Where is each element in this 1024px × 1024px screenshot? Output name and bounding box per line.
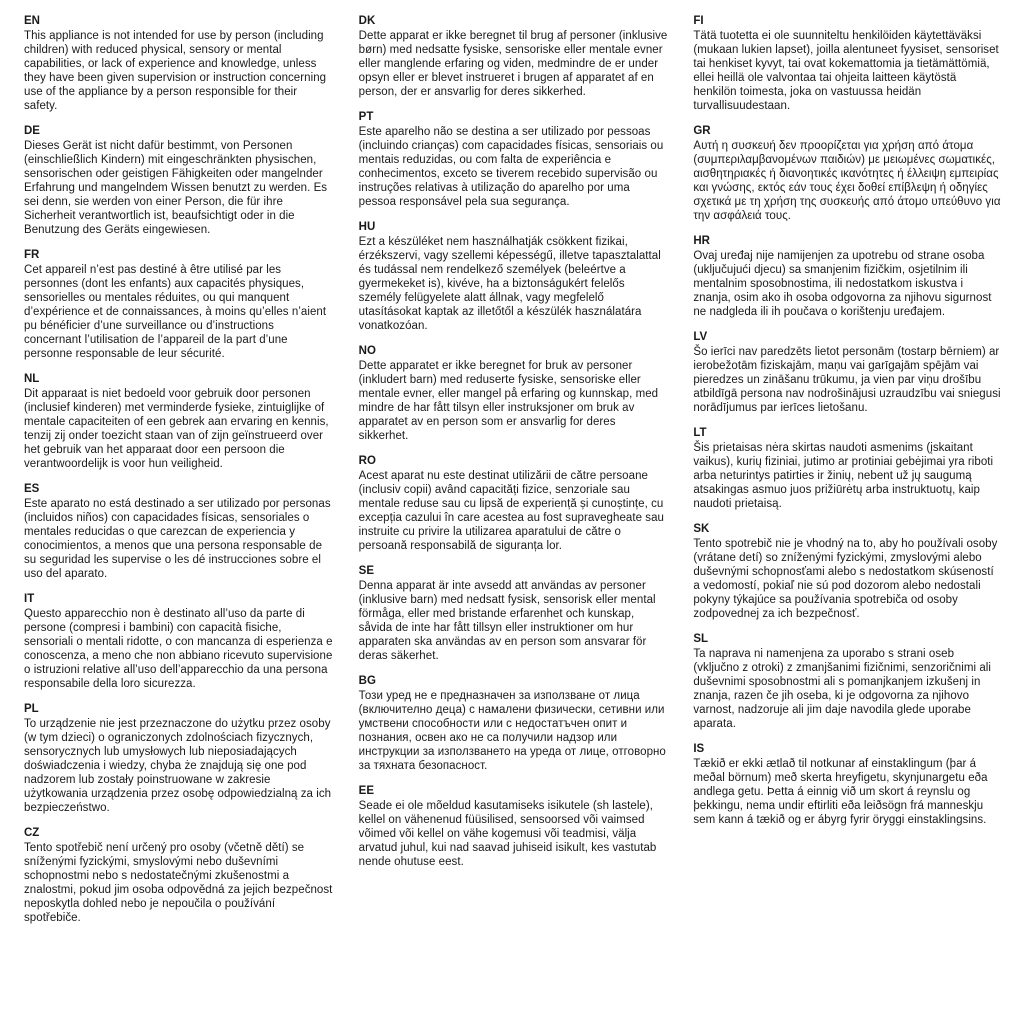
column-3 [693, 14, 1002, 936]
language-section [359, 220, 668, 333]
language-code-label: GR [693, 125, 711, 137]
language-section [24, 592, 333, 691]
language-code-label: RO [358, 455, 376, 467]
language-section [24, 372, 333, 471]
language-notice-text: Tätä tuotetta ei ole suunniteltu henkilöiden käytettäväksi (mukaan lukien lapset), joilla alentuneet fyysiset, sensoriset tai henkiset kyvyt, tai ovat kokemattomia ja tietämättömiä, ellei heillä ole valvontaa tai ohjeita laitteen käytöstä henkilön toimesta, joka on vastuussa heidän turvallisuudestaan. [693, 30, 999, 112]
language-code-label: PT [358, 111, 374, 123]
language-section [359, 454, 668, 553]
language-notice-text: Dit apparaat is niet bedoeld voor gebruik door personen (inclusief kinderen) met verminderde fysieke, zintuiglijke of mentale capaciteiten of een gebrek aan ervaring en kennis, tenzij zij onder toezicht staan van of zijn geïnstrueerd over het gebruik van het apparaat door een persoon die verantwoordelijk is voor hun veiligheid. [24, 388, 329, 470]
language-code-label: CZ [24, 827, 40, 839]
language-notice-text: Šo ierīci nav paredzēts lietot personām (tostarp bērniem) ar ierobežotām fiziskajām, maņu vai garīgajām spējām vai pieredzes un zināšanu trūkumu, ja vien par viņu drošību atbildīgā persona nav nodrošinājusi uzraudzību vai sniegusi norādījumus par ierīces lietošanu. [693, 346, 1001, 414]
language-notice-text: Este aparelho não se destina a ser utilizado por pessoas (incluindo crianças) com capacidades físicas, sensoriais ou mentais reduzidas, ou com falta de experiência e conhecimentos, exceto se tiverem recebido supervisão ou instruções relativas à utilização do aparelho por uma pessoa responsável pela sua segurança. [358, 126, 664, 208]
language-code-label: EE [358, 785, 375, 797]
language-section [693, 14, 1002, 113]
language-notice-text: Acest aparat nu este destinat utilizării de către persoane (inclusiv copii) având capacități fizice, senzoriale sau mentale reduse sau cu lipsă de experiență și cunoștințe, cu excepția cazului în care acestea au fost supravegheate sau instruite cu privire la utilizarea aparatului de către o persoană responsabilă de siguranța lor. [358, 470, 664, 552]
language-section [359, 564, 668, 663]
language-code-label: IS [693, 743, 705, 755]
language-code-label: DK [358, 15, 376, 27]
language-notice-text: Ezt a készüléket nem használhatják csökkent fizikai, érzékszervi, vagy szellemi képességű, illetve tapasztalattal és tudással nem rendelkező személyek (beleértve a gyermekeket is), kivéve, ha a biztonságukért felelős személy felügyelete alatt állnak, vagy megfelelő utasításokat kaptak az illetőtől a készülék használatára vonatkozóan. [358, 236, 661, 332]
language-section [693, 234, 1002, 319]
language-notice-text: Tento spotřebič není určený pro osoby (včetně dětí) se sníženými fyzickými, smyslovými nebo duševními schopnostmi nebo s nedostatečnými zkušenostmi a znalostmi, pokud jim osoba odpovědná za jejich bezpečnost neposkytla dohled nebo je nepoučila o používání spotřebiče. [24, 842, 333, 924]
language-code-label: HU [358, 221, 376, 233]
language-notice-text: To urządzenie nie jest przeznaczone do użytku przez osoby (w tym dzieci) o ograniczonych zdolnościach fizycznych, sensorycznych lub umysłowych lub nieposiadających doświadczenia i wiedzy, chyba że znajdują się one pod nadzorem lub zostały poinstruowane w zakresie użytkowania urządzenia przez osobę odpowiedzialną za ich bezpieczeństwo. [24, 718, 332, 814]
language-notice-text: Este aparato no está destinado a ser utilizado por personas (incluidos niños) con capacidades físicas, sensoriales o mentales reducidas o que carezcan de experiencia y conocimientos, a menos que una persona responsable de su seguridad les supervise o les dé instrucciones sobre el uso del aparato. [24, 498, 331, 580]
language-section [24, 482, 333, 581]
language-notice-text: Αυτή η συσκευή δεν προορίζεται για χρήση από άτομα (συμπεριλαμβανομένων παιδιών) με μειωμένες σωματικές, αισθητηριακές ή διανοητικές ικανότητες ή έλλειψη εμπειρίας και γνώσης, εκτός εάν τους έχει δοθεί επίβλεψη ή οδηγίες σχετικά με τη χρήση της συσκευής από άτομο υπεύθυνο για την ασφάλειά τους. [693, 140, 1001, 222]
language-code-label: LT [693, 427, 707, 439]
language-section [693, 426, 1002, 511]
language-code-label: BG [358, 675, 376, 687]
language-code-label: EN [24, 15, 40, 27]
language-code-label: NL [24, 373, 40, 385]
language-section [24, 248, 333, 361]
language-notice-text: Tento spotrebič nie je vhodný na to, aby ho používali osoby (vrátane detí) so zníženými fyzickými, zmyslovými alebo duševnými schopnosťami alebo s nedostatkom skúseností a vedomostí, pokiaľ nie sú pod dozorom alebo nedostali pokyny týkajúce sa používania spotrebiča od osoby zodpovednej za ich bezpečnosť. [693, 538, 998, 620]
language-notice-text: Dette apparatet er ikke beregnet for bruk av personer (inkludert barn) med reduserte fysiske, sensoriske eller mentale evner, eller mangel på erfaring og kunnskap, med mindre de har fått tilsyn eller instruksjoner om bruk av apparatet av en person som er ansvarlig for deres sikkerhet. [358, 360, 659, 442]
language-notice-text: Ovaj uređaj nije namijenjen za upotrebu od strane osoba (uključujući djecu) sa smanjenim fizičkim, osjetilnim ili mentalnim sposobnostima, ili nedostatkom iskustva i znanja, osim ako ih osoba odgovorna za njihovu sigurnost ne nadgleda ili ih poučava o korištenju uređajem. [693, 250, 992, 318]
language-notice-text: Dieses Gerät ist nicht dafür bestimmt, von Personen (einschließlich Kindern) mit eingeschränkten physischen, sensorischen oder geistigen Fähigkeiten oder mangelnder Erfahrung und mangelndem Wissen benutzt zu werden. Es sei denn, sie werden von einer Person, die für ihre Sicherheit verantwortlich ist, beaufsichtigt oder in die Benutzung des Geräts eingewiesen. [24, 140, 328, 236]
language-notice-text: Този уред не е предназначен за използване от лица (включително деца) с намалени физически, сетивни или умствени способности или с недостатъчен опит и познания, освен ако не са получили надзор или инструкции за използването на уреда от лице, отговорно за тяхната безопасност. [358, 690, 666, 772]
language-code-label: FR [24, 249, 40, 261]
language-notice-text: Questo apparecchio non è destinato all’uso da parte di persone (compresi i bambini) con capacità fisiche, sensoriali o mentali ridotte, o con mancanza di esperienza e conoscenza, a meno che non abbiano ricevuto supervisione o istruzioni relative all’uso dell’apparecchio da una persona responsabile della loro sicurezza. [24, 608, 333, 690]
language-notice-text: This appliance is not intended for use by person (including children) with reduced physical, sensory or mental capabilities, or lack of experience and knowledge, unless they have been given supervision or instruction concerning use of the appliance by a person responsible for their safety. [24, 30, 327, 112]
language-section [359, 110, 668, 209]
language-section [693, 632, 1002, 731]
column-1 [24, 14, 333, 936]
language-code-label: IT [24, 593, 35, 605]
language-section [359, 344, 668, 443]
language-section [359, 14, 668, 99]
language-code-label: SK [693, 523, 710, 535]
language-notice-text: Ta naprava ni namenjena za uporabo s strani oseb (vključno z otroki) z zmanjšanimi fizičnimi, senzoričnimi ali duševnimi sposobnostmi ali s pomanjkanjem izkušenj in znanja, razen če jih oseba, ki je odgovorna za njihovo varnost, nadzoruje ali jim daje navodila glede uporabe aparata. [693, 648, 991, 730]
language-section [24, 826, 333, 925]
language-notice-text: Dette apparat er ikke beregnet til brug af personer (inklusive børn) med nedsatte fysiske, sensoriske eller mentale evner eller manglende erfaring og viden, medmindre de er under opsyn eller er blevet instrueret i brugen af apparatet af en person, der er ansvarlig for deres sikkerhed. [358, 30, 668, 98]
language-section [693, 124, 1002, 223]
language-code-label: HR [693, 235, 710, 247]
language-section [693, 522, 1002, 621]
language-section [359, 784, 668, 869]
language-section [693, 330, 1002, 415]
language-notice-text: Denna apparat är inte avsedd att användas av personer (inklusive barn) med nedsatt fysisk, sensorisk eller mental förmåga, eller med bristande erfarenhet och kunskap, såvida de inte har fått tillsyn eller instruktioner om hur apparaten ska användas av en person som ansvarar för deras säkerhet. [358, 580, 656, 662]
language-section [24, 702, 333, 815]
language-code-label: PL [24, 703, 39, 715]
language-code-label: DE [24, 125, 40, 137]
language-code-label: NO [358, 345, 376, 357]
column-2 [359, 14, 668, 936]
language-code-label: FI [693, 15, 704, 27]
language-code-label: SL [693, 633, 709, 645]
language-section [693, 742, 1002, 827]
language-notice-text: Cet appareil n’est pas destiné à être utilisé par les personnes (dont les enfants) aux capacités physiques, sensorielles ou mentales réduites, ou qui manquent d’expérience et de connaissances, à moins qu’elles n’aient pu bénéficier d’une surveillance ou d’instructions concernant l’utilisation de l’appareil de la part d’une personne responsable de leur sécurité. [24, 264, 327, 360]
language-notice-text: Tækið er ekki ætlað til notkunar af einstaklingum (þar á meðal börnum) með skerta hreyfigetu, skynjunargetu eða andlega getu. Þetta á einnig við um skort á reynslu og þekkingu, nema undir eftirliti eða leiðsögn frá manneskju sem kann á tækið og er ábyrg fyrir öryggi einstaklingsins. [693, 758, 988, 826]
language-section [24, 14, 333, 113]
language-code-label: ES [24, 483, 40, 495]
language-notice-text: Seade ei ole mõeldud kasutamiseks isikutele (sh lastele), kellel on vähenenud füüsilised, sensoorsed või vaimsed võimed või kellel on vähe kogemusi või teadmisi, välja arvatud juhul, kui nad saavad juhiseid isikult, kes vastutab nende ohutuse eest. [358, 800, 657, 868]
language-notice-text: Šis prietaisas nėra skirtas naudoti asmenims (įskaitant vaikus), kurių fiziniai, jutimo ar protiniai gebėjimai yra riboti arba neturintys patirties ir žinių, nebent už jų saugumą atsakingas asmuo juos prižiūrėtų arba instruktuotų, kaip naudoti prietaisą. [693, 442, 994, 510]
language-code-label: SE [358, 565, 375, 577]
language-code-label: LV [693, 331, 708, 343]
language-section [359, 674, 668, 773]
language-section [24, 124, 333, 237]
